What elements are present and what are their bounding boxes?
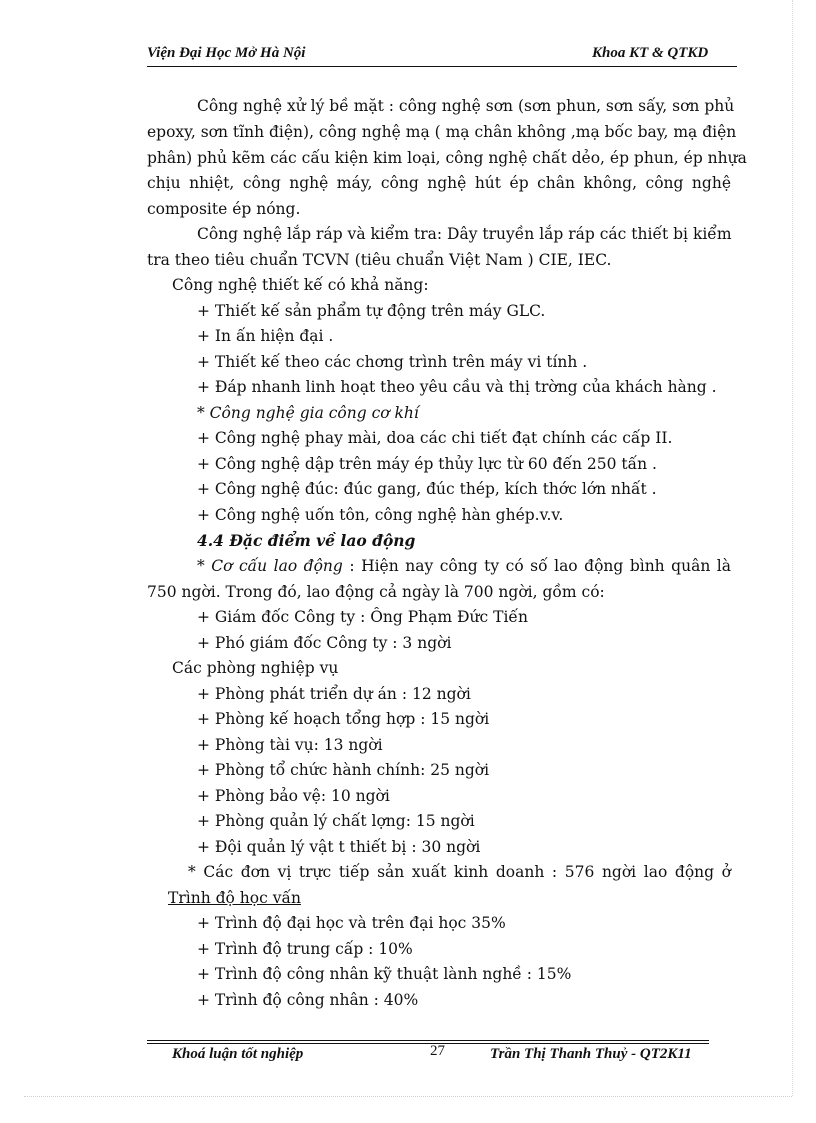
list-item: + Phòng quản lý chất lợng: 15 ngời — [197, 812, 475, 830]
list-item: + Thiết kế theo các chơng trình trên máy vi tính . — [197, 353, 588, 371]
footer-rule-bottom — [147, 1043, 709, 1044]
footer-right: Trần Thị Thanh Thuỷ - QT2K11 — [490, 1046, 692, 1062]
production-line: * Các đơn vị trực tiếp sản xuất kinh doanh : 576 ngời lao động ở — [188, 863, 731, 881]
labor-line-1-text: : Hiện nay công ty có số lao động bình quân là — [342, 557, 732, 575]
page-edge-right — [792, 0, 793, 1096]
paragraph-line: composite ép nóng. — [147, 200, 301, 218]
list-item: + Phòng bảo vệ: 10 ngời — [197, 787, 390, 805]
page-number: 27 — [430, 1043, 445, 1059]
header-rule — [147, 66, 737, 67]
departments-heading: Các phòng nghiệp vụ — [172, 659, 339, 677]
education-heading: Trình độ học vấn — [168, 889, 301, 907]
list-item: + Giám đốc Công ty : Ông Phạm Đức Tiến — [197, 608, 528, 626]
list-item: + Phòng phát triển dự án : 12 ngời — [197, 685, 471, 703]
paragraph-line: tra theo tiêu chuẩn TCVN (tiêu chuẩn Việt Nam ) CIE, IEC. — [147, 251, 612, 269]
list-item: + Công nghệ dập trên máy ép thủy lực từ 60 đến 250 tấn . — [197, 455, 657, 473]
paragraph-line: epoxy, sơn tĩnh điện), công nghệ mạ ( mạ chân không ,mạ bốc bay, mạ điện — [147, 123, 737, 141]
list-item: + In ấn hiện đại . — [197, 327, 334, 345]
paragraph-line: phân) phủ kẽm các cấu kiện kim loại, công nghệ chất dẻo, ép phun, ép nhựa — [147, 149, 747, 167]
list-item: + Trình độ công nhân kỹ thuật lành nghề : 15% — [197, 965, 572, 983]
mech-heading: * Công nghệ gia công cơ khí — [197, 404, 419, 422]
list-item: + Phòng kế hoạch tổng hợp : 15 ngời — [197, 710, 490, 728]
footer-rule-top — [147, 1040, 709, 1041]
list-item: + Trình độ công nhân : 40% — [197, 991, 419, 1009]
list-item: + Phó giám đốc Công ty : 3 ngời — [197, 634, 452, 652]
section-title: 4.4 Đặc điểm về lao động — [197, 531, 416, 550]
list-item: + Đáp nhanh linh hoạt theo yêu cầu và thị trờng của khách hàng . — [197, 378, 717, 396]
list-item: + Phòng tổ chức hành chính: 25 ngời — [197, 761, 490, 779]
header-right: Khoa KT & QTKD — [592, 45, 709, 61]
list-item: + Thiết kế sản phẩm tự động trên máy GLC. — [197, 302, 546, 320]
footer-left: Khoá luận tốt nghiệp — [172, 1046, 304, 1062]
list-item: + Công nghệ phay mài, doa các chi tiết đạt chính các cấp II. — [197, 429, 673, 447]
list-item: + Phòng tài vụ: 13 ngời — [197, 736, 383, 754]
paragraph-line: chịu nhiệt, công nghệ máy, công nghệ hút ép chân không, công nghệ — [147, 174, 731, 192]
paragraph-line: Công nghệ lắp ráp và kiểm tra: Dây truyền lắp ráp các thiết bị kiểm — [197, 225, 732, 243]
labor-line-1 — [197, 554, 731, 580]
paragraph-line: Công nghệ xử lý bề mặt : công nghệ sơn (sơn phun, sơn sấy, sơn phủ — [197, 97, 735, 115]
labor-label: * Cơ cấu lao động — [197, 557, 343, 575]
labor-line-2: 750 ngời. Trong đó, lao động cả ngày là 700 ngời, gồm có: — [147, 583, 605, 601]
list-item: + Trình độ trung cấp : 10% — [197, 940, 413, 958]
page-edge-bottom — [24, 1096, 792, 1097]
list-item: + Công nghệ uốn tôn, công nghệ hàn ghép.v.v. — [197, 506, 564, 524]
design-intro: Công nghệ thiết kế có khả năng: — [172, 276, 429, 294]
list-item: + Đội quản lý vật t thiết bị : 30 ngời — [197, 838, 481, 856]
header-left: Viện Đại Học Mở Hà Nội — [147, 45, 306, 61]
list-item: + Công nghệ đúc: đúc gang, đúc thép, kích thớc lớn nhất . — [197, 480, 657, 498]
list-item: + Trình độ đại học và trên đại học 35% — [197, 914, 506, 932]
